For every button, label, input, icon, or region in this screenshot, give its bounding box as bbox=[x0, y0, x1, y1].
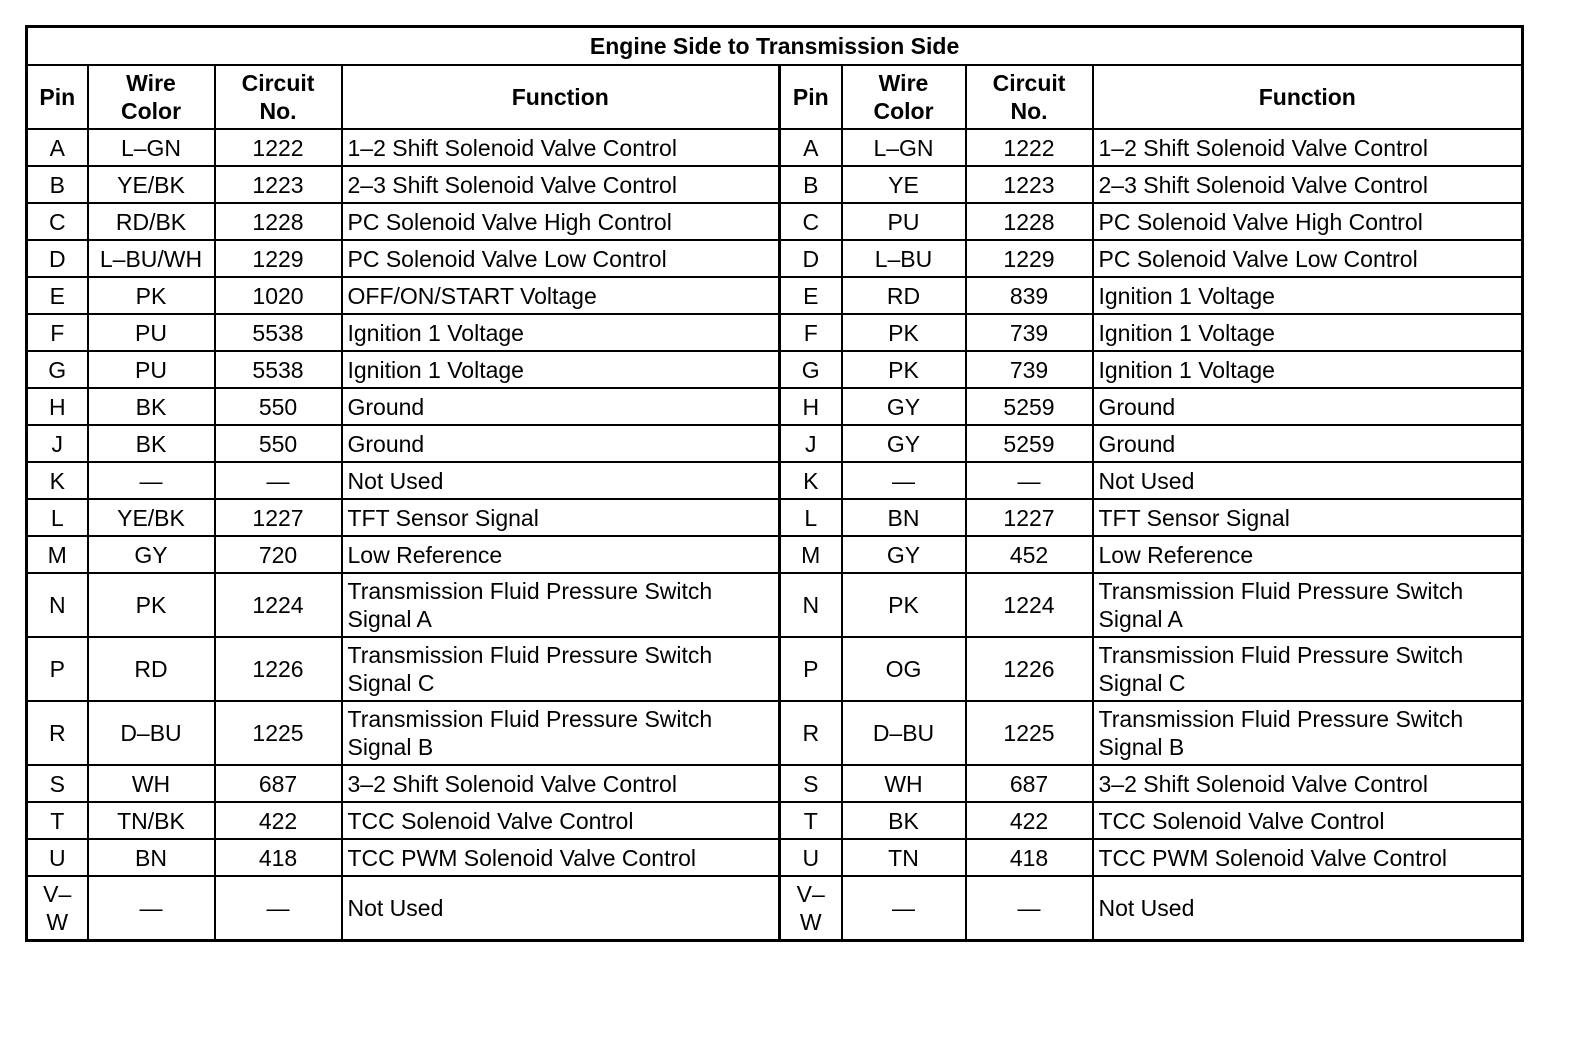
engine-wire-color-cell: BN bbox=[88, 839, 215, 876]
engine-pin-cell: R bbox=[27, 701, 88, 765]
engine-circuit-cell: 422 bbox=[215, 802, 342, 839]
engine-circuit-cell: — bbox=[215, 462, 342, 499]
engine-pin-cell: S bbox=[27, 765, 88, 802]
header-wire-color bbox=[88, 65, 215, 129]
transmission-pin-cell: R bbox=[780, 701, 842, 765]
table-row bbox=[27, 499, 1523, 536]
table-row bbox=[27, 637, 1523, 701]
engine-wire-color-cell: L–GN bbox=[88, 129, 215, 166]
header-pin-transmission: Pin bbox=[780, 65, 842, 129]
engine-pin-cell: D bbox=[27, 240, 88, 277]
engine-function-cell: Low Reference bbox=[342, 536, 780, 573]
pin-rows bbox=[27, 129, 1523, 941]
engine-wire-color-cell: — bbox=[88, 462, 215, 499]
transmission-wire-color-cell: RD bbox=[842, 277, 966, 314]
transmission-wire-color-cell: D–BU bbox=[842, 701, 966, 765]
engine-circuit-cell: 720 bbox=[215, 536, 342, 573]
engine-pin-cell: U bbox=[27, 839, 88, 876]
engine-circuit-cell: 1225 bbox=[215, 701, 342, 765]
transmission-circuit-cell: — bbox=[966, 462, 1093, 499]
transmission-function-cell: 1–2 Shift Solenoid Valve Control bbox=[1093, 129, 1523, 166]
transmission-function-cell: 2–3 Shift Solenoid Valve Control bbox=[1093, 166, 1523, 203]
transmission-circuit-cell: 418 bbox=[966, 839, 1093, 876]
table-row bbox=[27, 388, 1523, 425]
transmission-pin-cell: T bbox=[780, 802, 842, 839]
header-circuit-line2: No. bbox=[259, 98, 297, 124]
transmission-wire-color-cell: PK bbox=[842, 573, 966, 637]
transmission-pin-cell: C bbox=[780, 203, 842, 240]
transmission-wire-color-cell: TN bbox=[842, 839, 966, 876]
transmission-circuit-cell: 422 bbox=[966, 802, 1093, 839]
transmission-circuit-cell: 739 bbox=[966, 351, 1093, 388]
engine-function-cell: Ground bbox=[342, 425, 780, 462]
transmission-pin-cell: L bbox=[780, 499, 842, 536]
engine-wire-color-cell: PK bbox=[88, 573, 215, 637]
transmission-wire-color-cell: L–GN bbox=[842, 129, 966, 166]
engine-circuit-cell: 5538 bbox=[215, 351, 342, 388]
transmission-pin-cell: N bbox=[780, 573, 842, 637]
engine-pin-cell: T bbox=[27, 802, 88, 839]
transmission-circuit-cell: 1227 bbox=[966, 499, 1093, 536]
transmission-function-cell: TCC PWM Solenoid Valve Control bbox=[1093, 839, 1523, 876]
engine-function-cell: 1–2 Shift Solenoid Valve Control bbox=[342, 129, 780, 166]
table-row bbox=[27, 240, 1523, 277]
transmission-circuit-cell: 739 bbox=[966, 314, 1093, 351]
engine-wire-color-cell: BK bbox=[88, 388, 215, 425]
transmission-function-cell: Transmission Fluid Pressure Switch Signal A bbox=[1093, 573, 1523, 637]
column-header-row bbox=[27, 65, 1523, 129]
transmission-function-cell: Low Reference bbox=[1093, 536, 1523, 573]
engine-pin-cell: B bbox=[27, 166, 88, 203]
transmission-pin-cell: K bbox=[780, 462, 842, 499]
header-function-transmission: Function bbox=[1093, 65, 1523, 129]
engine-pin-cell: K bbox=[27, 462, 88, 499]
engine-function-cell: Not Used bbox=[342, 876, 780, 941]
header-wire-color-line1-transmission: Wire bbox=[878, 70, 929, 96]
engine-pin-cell: N bbox=[27, 573, 88, 637]
header-circuit-line2-transmission: No. bbox=[1010, 98, 1048, 124]
engine-wire-color-cell: PU bbox=[88, 351, 215, 388]
engine-circuit-cell: 1229 bbox=[215, 240, 342, 277]
table-row bbox=[27, 701, 1523, 765]
engine-wire-color-cell: YE/BK bbox=[88, 166, 215, 203]
engine-function-cell: TFT Sensor Signal bbox=[342, 499, 780, 536]
transmission-circuit-cell: 1224 bbox=[966, 573, 1093, 637]
engine-pin-cell: J bbox=[27, 425, 88, 462]
engine-function-cell: OFF/ON/START Voltage bbox=[342, 277, 780, 314]
transmission-pin-cell: S bbox=[780, 765, 842, 802]
transmission-pin-cell: H bbox=[780, 388, 842, 425]
transmission-function-cell: PC Solenoid Valve Low Control bbox=[1093, 240, 1523, 277]
transmission-wire-color-cell: OG bbox=[842, 637, 966, 701]
table-row bbox=[27, 351, 1523, 388]
connector-pinout-table bbox=[25, 25, 1524, 942]
transmission-circuit-cell: 5259 bbox=[966, 425, 1093, 462]
engine-pin-cell: A bbox=[27, 129, 88, 166]
engine-function-cell: TCC PWM Solenoid Valve Control bbox=[342, 839, 780, 876]
engine-pin-cell: G bbox=[27, 351, 88, 388]
engine-circuit-cell: — bbox=[215, 876, 342, 941]
transmission-wire-color-cell: PK bbox=[842, 351, 966, 388]
transmission-circuit-cell: 1228 bbox=[966, 203, 1093, 240]
transmission-function-cell: TFT Sensor Signal bbox=[1093, 499, 1523, 536]
engine-pin-cell: E bbox=[27, 277, 88, 314]
header-circuit-line1: Circuit bbox=[241, 70, 315, 96]
engine-circuit-cell: 418 bbox=[215, 839, 342, 876]
engine-circuit-cell: 1224 bbox=[215, 573, 342, 637]
transmission-function-cell: Not Used bbox=[1093, 462, 1523, 499]
table-row bbox=[27, 203, 1523, 240]
transmission-pin-cell: E bbox=[780, 277, 842, 314]
engine-wire-color-cell: PK bbox=[88, 277, 215, 314]
transmission-function-cell: Ignition 1 Voltage bbox=[1093, 314, 1523, 351]
table-row bbox=[27, 277, 1523, 314]
transmission-pin-cell: J bbox=[780, 425, 842, 462]
engine-circuit-cell: 1228 bbox=[215, 203, 342, 240]
engine-wire-color-cell: L–BU/WH bbox=[88, 240, 215, 277]
transmission-pin-cell: P bbox=[780, 637, 842, 701]
header-wire-color-line2-transmission: Color bbox=[873, 98, 934, 124]
engine-circuit-cell: 1222 bbox=[215, 129, 342, 166]
table-row bbox=[27, 129, 1523, 166]
transmission-function-cell: Ground bbox=[1093, 425, 1523, 462]
engine-wire-color-cell: BK bbox=[88, 425, 215, 462]
transmission-function-cell: PC Solenoid Valve High Control bbox=[1093, 203, 1523, 240]
engine-function-cell: Ground bbox=[342, 388, 780, 425]
table-row bbox=[27, 876, 1523, 941]
engine-wire-color-cell: PU bbox=[88, 314, 215, 351]
transmission-circuit-cell: 1222 bbox=[966, 129, 1093, 166]
transmission-wire-color-cell: GY bbox=[842, 388, 966, 425]
header-circuit-no-transmission bbox=[966, 65, 1093, 129]
transmission-wire-color-cell: BN bbox=[842, 499, 966, 536]
engine-pin-cell: F bbox=[27, 314, 88, 351]
engine-circuit-cell: 5538 bbox=[215, 314, 342, 351]
transmission-circuit-cell: 687 bbox=[966, 765, 1093, 802]
table-row bbox=[27, 462, 1523, 499]
engine-circuit-cell: 1226 bbox=[215, 637, 342, 701]
table-row bbox=[27, 765, 1523, 802]
table-row bbox=[27, 314, 1523, 351]
header-circuit-line1-transmission: Circuit bbox=[992, 70, 1066, 96]
transmission-pin-cell: V– W bbox=[780, 876, 842, 941]
transmission-circuit-cell: 839 bbox=[966, 277, 1093, 314]
transmission-wire-color-cell: — bbox=[842, 876, 966, 941]
transmission-function-cell: Ignition 1 Voltage bbox=[1093, 277, 1523, 314]
transmission-function-cell: Transmission Fluid Pressure Switch Signal B bbox=[1093, 701, 1523, 765]
transmission-function-cell: 3–2 Shift Solenoid Valve Control bbox=[1093, 765, 1523, 802]
transmission-circuit-cell: 1225 bbox=[966, 701, 1093, 765]
engine-function-cell: TCC Solenoid Valve Control bbox=[342, 802, 780, 839]
engine-function-cell: Ignition 1 Voltage bbox=[342, 351, 780, 388]
transmission-wire-color-cell: L–BU bbox=[842, 240, 966, 277]
transmission-pin-cell: F bbox=[780, 314, 842, 351]
engine-function-cell: Not Used bbox=[342, 462, 780, 499]
engine-function-cell: PC Solenoid Valve High Control bbox=[342, 203, 780, 240]
engine-circuit-cell: 550 bbox=[215, 425, 342, 462]
transmission-wire-color-cell: — bbox=[842, 462, 966, 499]
header-pin: Pin bbox=[27, 65, 88, 129]
table-row bbox=[27, 573, 1523, 637]
transmission-function-cell: Ground bbox=[1093, 388, 1523, 425]
engine-circuit-cell: 550 bbox=[215, 388, 342, 425]
header-circuit-no bbox=[215, 65, 342, 129]
engine-function-cell: Transmission Fluid Pressure Switch Signal B bbox=[342, 701, 780, 765]
engine-circuit-cell: 1227 bbox=[215, 499, 342, 536]
engine-pin-cell: M bbox=[27, 536, 88, 573]
engine-pin-cell: P bbox=[27, 637, 88, 701]
transmission-pin-cell: A bbox=[780, 129, 842, 166]
transmission-function-cell: Transmission Fluid Pressure Switch Signal C bbox=[1093, 637, 1523, 701]
transmission-circuit-cell: — bbox=[966, 876, 1093, 941]
engine-function-cell: 3–2 Shift Solenoid Valve Control bbox=[342, 765, 780, 802]
engine-function-cell: 2–3 Shift Solenoid Valve Control bbox=[342, 166, 780, 203]
transmission-circuit-cell: 5259 bbox=[966, 388, 1093, 425]
transmission-wire-color-cell: WH bbox=[842, 765, 966, 802]
transmission-circuit-cell: 1223 bbox=[966, 166, 1093, 203]
transmission-circuit-cell: 1229 bbox=[966, 240, 1093, 277]
engine-function-cell: Ignition 1 Voltage bbox=[342, 314, 780, 351]
engine-wire-color-cell: YE/BK bbox=[88, 499, 215, 536]
table-row bbox=[27, 802, 1523, 839]
transmission-pin-cell: M bbox=[780, 536, 842, 573]
transmission-function-cell: Not Used bbox=[1093, 876, 1523, 941]
transmission-wire-color-cell: PK bbox=[842, 314, 966, 351]
header-wire-color-transmission bbox=[842, 65, 966, 129]
transmission-pin-cell: D bbox=[780, 240, 842, 277]
transmission-function-cell: TCC Solenoid Valve Control bbox=[1093, 802, 1523, 839]
transmission-wire-color-cell: YE bbox=[842, 166, 966, 203]
engine-pin-cell: H bbox=[27, 388, 88, 425]
engine-circuit-cell: 1223 bbox=[215, 166, 342, 203]
transmission-circuit-cell: 452 bbox=[966, 536, 1093, 573]
transmission-wire-color-cell: GY bbox=[842, 425, 966, 462]
table-title: Engine Side to Transmission Side bbox=[27, 27, 1523, 66]
table-row bbox=[27, 425, 1523, 462]
engine-wire-color-cell: GY bbox=[88, 536, 215, 573]
table-row bbox=[27, 166, 1523, 203]
table-row bbox=[27, 839, 1523, 876]
engine-wire-color-cell: — bbox=[88, 876, 215, 941]
engine-pin-cell: V– W bbox=[27, 876, 88, 941]
engine-wire-color-cell: TN/BK bbox=[88, 802, 215, 839]
engine-wire-color-cell: RD/BK bbox=[88, 203, 215, 240]
table-row bbox=[27, 536, 1523, 573]
transmission-pin-cell: G bbox=[780, 351, 842, 388]
engine-pin-cell: C bbox=[27, 203, 88, 240]
transmission-pin-cell: B bbox=[780, 166, 842, 203]
engine-wire-color-cell: WH bbox=[88, 765, 215, 802]
transmission-wire-color-cell: GY bbox=[842, 536, 966, 573]
engine-wire-color-cell: D–BU bbox=[88, 701, 215, 765]
engine-function-cell: Transmission Fluid Pressure Switch Signal A bbox=[342, 573, 780, 637]
engine-function-cell: PC Solenoid Valve Low Control bbox=[342, 240, 780, 277]
engine-circuit-cell: 687 bbox=[215, 765, 342, 802]
engine-wire-color-cell: RD bbox=[88, 637, 215, 701]
transmission-function-cell: Ignition 1 Voltage bbox=[1093, 351, 1523, 388]
engine-circuit-cell: 1020 bbox=[215, 277, 342, 314]
header-function: Function bbox=[342, 65, 780, 129]
transmission-circuit-cell: 1226 bbox=[966, 637, 1093, 701]
transmission-wire-color-cell: PU bbox=[842, 203, 966, 240]
header-wire-color-line1: Wire bbox=[126, 70, 176, 96]
engine-pin-cell: L bbox=[27, 499, 88, 536]
header-wire-color-line2: Color bbox=[120, 98, 182, 124]
engine-function-cell: Transmission Fluid Pressure Switch Signal C bbox=[342, 637, 780, 701]
transmission-pin-cell: U bbox=[780, 839, 842, 876]
transmission-wire-color-cell: BK bbox=[842, 802, 966, 839]
